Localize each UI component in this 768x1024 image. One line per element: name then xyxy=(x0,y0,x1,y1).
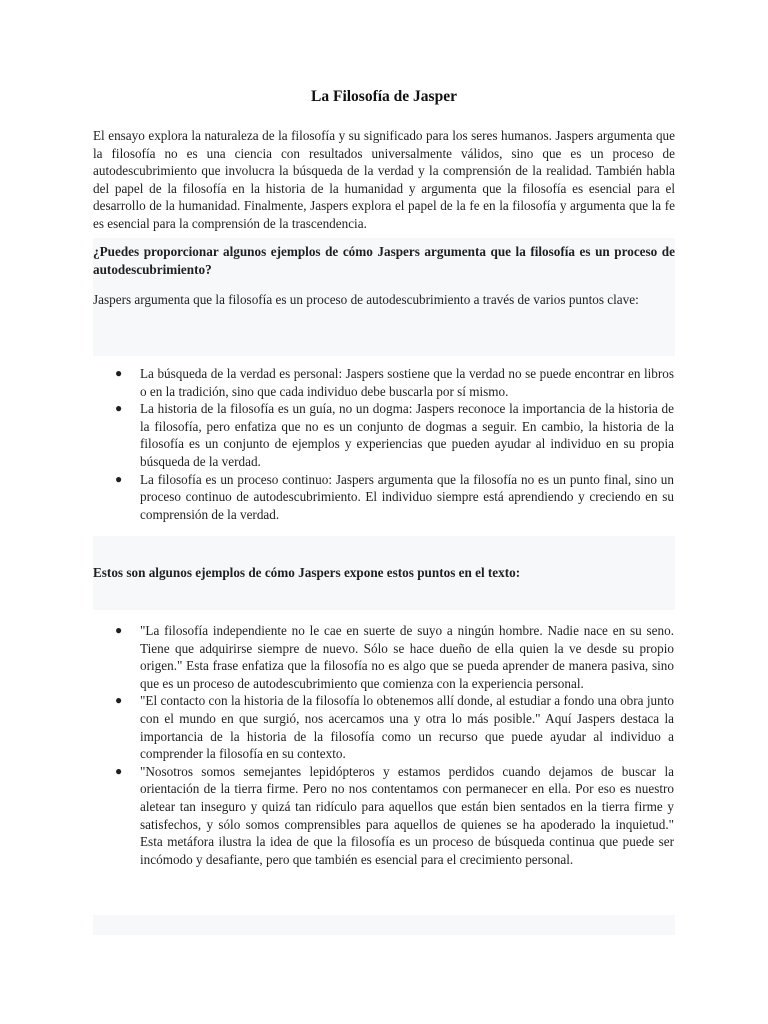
list-item xyxy=(115,622,674,692)
bullet-icon: ● xyxy=(115,763,123,778)
bullet-icon: ● xyxy=(115,693,123,708)
list-item-text: La historia de la filosofía es un guía, no un dogma: Jaspers reconoce la importancia de la historia de la filosofía, pero enfatiza que no es un conjunto de dogmas a seguir. En cambio, la historia de la filosofía es un conjunto de ejemplos y experiencias que pueden ayudar al individuo en su propia búsqueda de la verdad. xyxy=(140,401,674,469)
list-item xyxy=(115,365,674,400)
bullet-icon: ● xyxy=(115,471,123,486)
list-item xyxy=(115,763,674,869)
examples-heading: Estos son algunos ejemplos de cómo Jaspers expone estos puntos en el texto: xyxy=(93,565,521,580)
examples-list xyxy=(115,622,674,868)
list-item xyxy=(115,400,674,470)
bullet-icon: ● xyxy=(115,623,123,637)
bullet-icon: ● xyxy=(115,366,123,380)
list-item xyxy=(115,692,674,762)
page-title: La Filosofía de Jasper xyxy=(311,88,457,105)
trailing-block-background xyxy=(93,915,675,935)
list-item-text: "Nosotros somos semejantes lepidópteros y estamos perdidos cuando dejamos de buscar la orientación de la tierra firme. Pero no nos contentamos con permanecer en ella. Por eso es nuestro aletear tan inseguro y quizá tan ridículo para aquellos que están bien sentados en la tierra firme y satisfechos, y sólo somos comprensibles para aquellos de quienes se ha apoderado la inquietud." Esta metáfora ilustra la idea de que la filosofía es un proceso de búsqueda continua que puede ser incómodo y desafiante, pero que también es esencial para el crecimiento personal. xyxy=(140,763,674,867)
list-item-text: "El contacto con la historia de la filosofía lo obtenemos allí donde, al estudiar a fondo una obra junto con el mundo en que surgió, nos acercamos una y otra lo más posible." Aquí Jaspers destaca la importancia de la historia de la filosofía como un recurso que puede ayudar al individuo a comprender la filosofía en su contexto. xyxy=(140,693,674,762)
question-heading: ¿Puedes proporcionar algunos ejemplos de cómo Jaspers argumenta que la filosofía es un proceso de autodescubrimiento? xyxy=(93,244,675,277)
list-item xyxy=(115,471,674,524)
intro-paragraph: El ensayo explora la naturaleza de la filosofía y su significado para los seres humanos. Jaspers argumenta que la filosofía no es una ciencia con resultados universalmente válidos, sino que es un proceso de autodescubrimiento que involucra la búsqueda de la verdad y la comprensión de la realidad. También habla del papel de la filosofía en la historia de la humanidad y argumenta que la filosofía es esencial para el desarrollo de la humanidad. Finalmente, Jaspers explora el papel de la fe en la filosofía y argumenta que la fe es esencial para la comprensión de la trascendencia. xyxy=(93,128,675,231)
list-item-text: La filosofía es un proceso continuo: Jaspers argumenta que la filosofía no es un punto final, sino un proceso continuo de autodescubrimiento. El individuo siempre está aprendiendo y creciendo en su comprensión de la verdad. xyxy=(140,471,674,522)
list-item-text: La búsqueda de la verdad es personal: Jaspers sostiene que la verdad no se puede encontrar en libros o en la tradición, sino que cada individuo debe buscarla por sí mismo. xyxy=(140,366,674,399)
bullet-icon: ● xyxy=(115,401,123,416)
list-item-text: "La filosofía independiente no le cae en suerte de suyo a ningún hombre. Nadie nace en su seno. Tiene que adquirirse siempre de nuevo. Sólo se hace dueño de ella quien la ve desde su propio origen." Esta frase enfatiza que la filosofía no es algo que se pueda aprender de manera pasiva, sino que es un proceso de autodescubrimiento que comienza con la experiencia personal. xyxy=(140,623,674,691)
answer-intro: Jaspers argumenta que la filosofía es un proceso de autodescubrimiento a través de varios puntos clave: xyxy=(93,292,639,307)
key-points-list xyxy=(115,365,674,523)
